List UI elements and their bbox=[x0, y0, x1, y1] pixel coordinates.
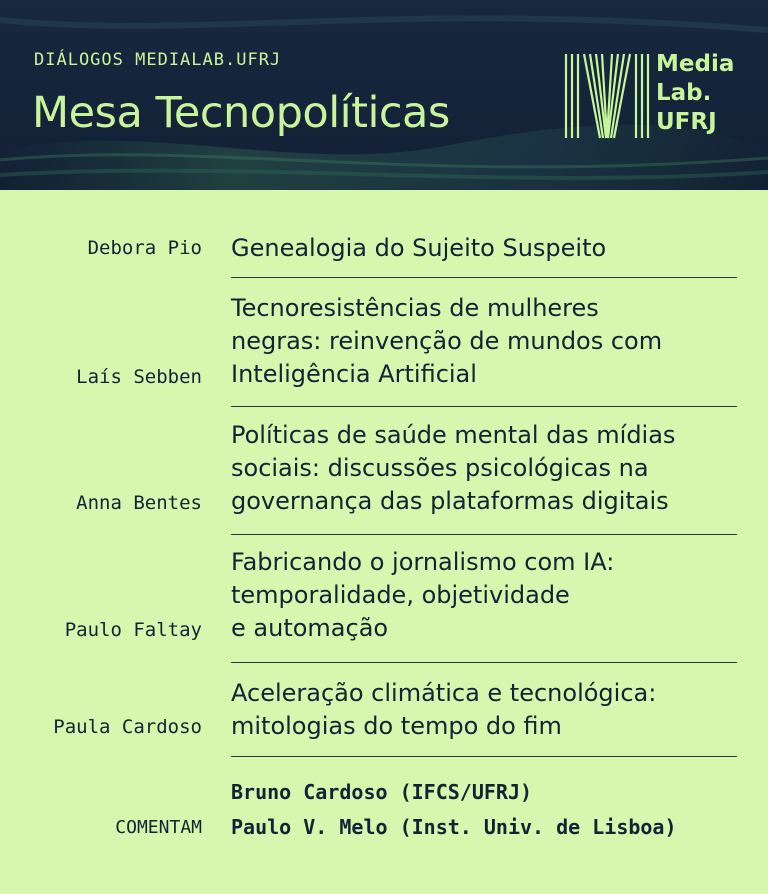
series-kicker: DIÁLOGOS MEDIALAB.UFRJ bbox=[34, 50, 282, 70]
talk-title-line: sociais: discussões psicológicas na bbox=[231, 454, 649, 482]
divider bbox=[231, 406, 737, 407]
talk-title bbox=[231, 292, 751, 391]
logo-line: Media bbox=[656, 51, 735, 77]
medialab-m-logo-icon bbox=[564, 52, 650, 140]
talk-title-line: Inteligência Artificial bbox=[231, 360, 477, 388]
logo-line: UFRJ bbox=[656, 109, 717, 135]
talk-title bbox=[231, 419, 751, 518]
speaker-name: Paulo Faltay bbox=[64, 619, 202, 641]
header-banner bbox=[0, 0, 768, 190]
talk-title-line: Fabricando o jornalismo com IA: bbox=[231, 548, 615, 576]
talk-title bbox=[231, 677, 751, 743]
divider bbox=[231, 756, 737, 757]
medialab-logo bbox=[564, 50, 744, 142]
speaker-name: Laís Sebben bbox=[76, 366, 202, 388]
speaker-name: Anna Bentes bbox=[76, 492, 202, 514]
logo-line: Lab. bbox=[656, 80, 712, 106]
talk-title-line: governança das plataformas digitais bbox=[231, 487, 669, 515]
talk-title bbox=[231, 546, 751, 645]
page-title: Mesa Tecnopolíticas bbox=[32, 88, 450, 138]
talk-title-line: Aceleração climática e tecnológica: bbox=[231, 679, 657, 707]
talk-title-line: negras: reinvenção de mundos com bbox=[231, 327, 663, 355]
talk-title-line: e automação bbox=[231, 614, 389, 642]
talk-title-line: Genealogia do Sujeito Suspeito bbox=[231, 234, 607, 262]
logo-wordmark bbox=[656, 50, 734, 137]
talk-title-line: Políticas de saúde mental das mídias bbox=[231, 421, 676, 449]
talk-title-line: Tecnoresistências de mulheres bbox=[231, 294, 599, 322]
speaker-name: Paula Cardoso bbox=[53, 716, 202, 738]
divider bbox=[231, 277, 737, 278]
talk-title-line: temporalidade, objetividade bbox=[231, 581, 570, 609]
divider bbox=[231, 534, 737, 535]
divider bbox=[231, 662, 737, 663]
speaker-name: Debora Pio bbox=[87, 237, 202, 259]
comments-label: COMENTAM bbox=[115, 817, 202, 838]
talk-title-line: mitologias do tempo do fim bbox=[231, 712, 562, 740]
commentator-name: Paulo V. Melo (Inst. Univ. de Lisboa) bbox=[231, 815, 677, 839]
talk-title bbox=[231, 232, 751, 265]
commentator-name: Bruno Cardoso (IFCS/UFRJ) bbox=[231, 780, 533, 804]
